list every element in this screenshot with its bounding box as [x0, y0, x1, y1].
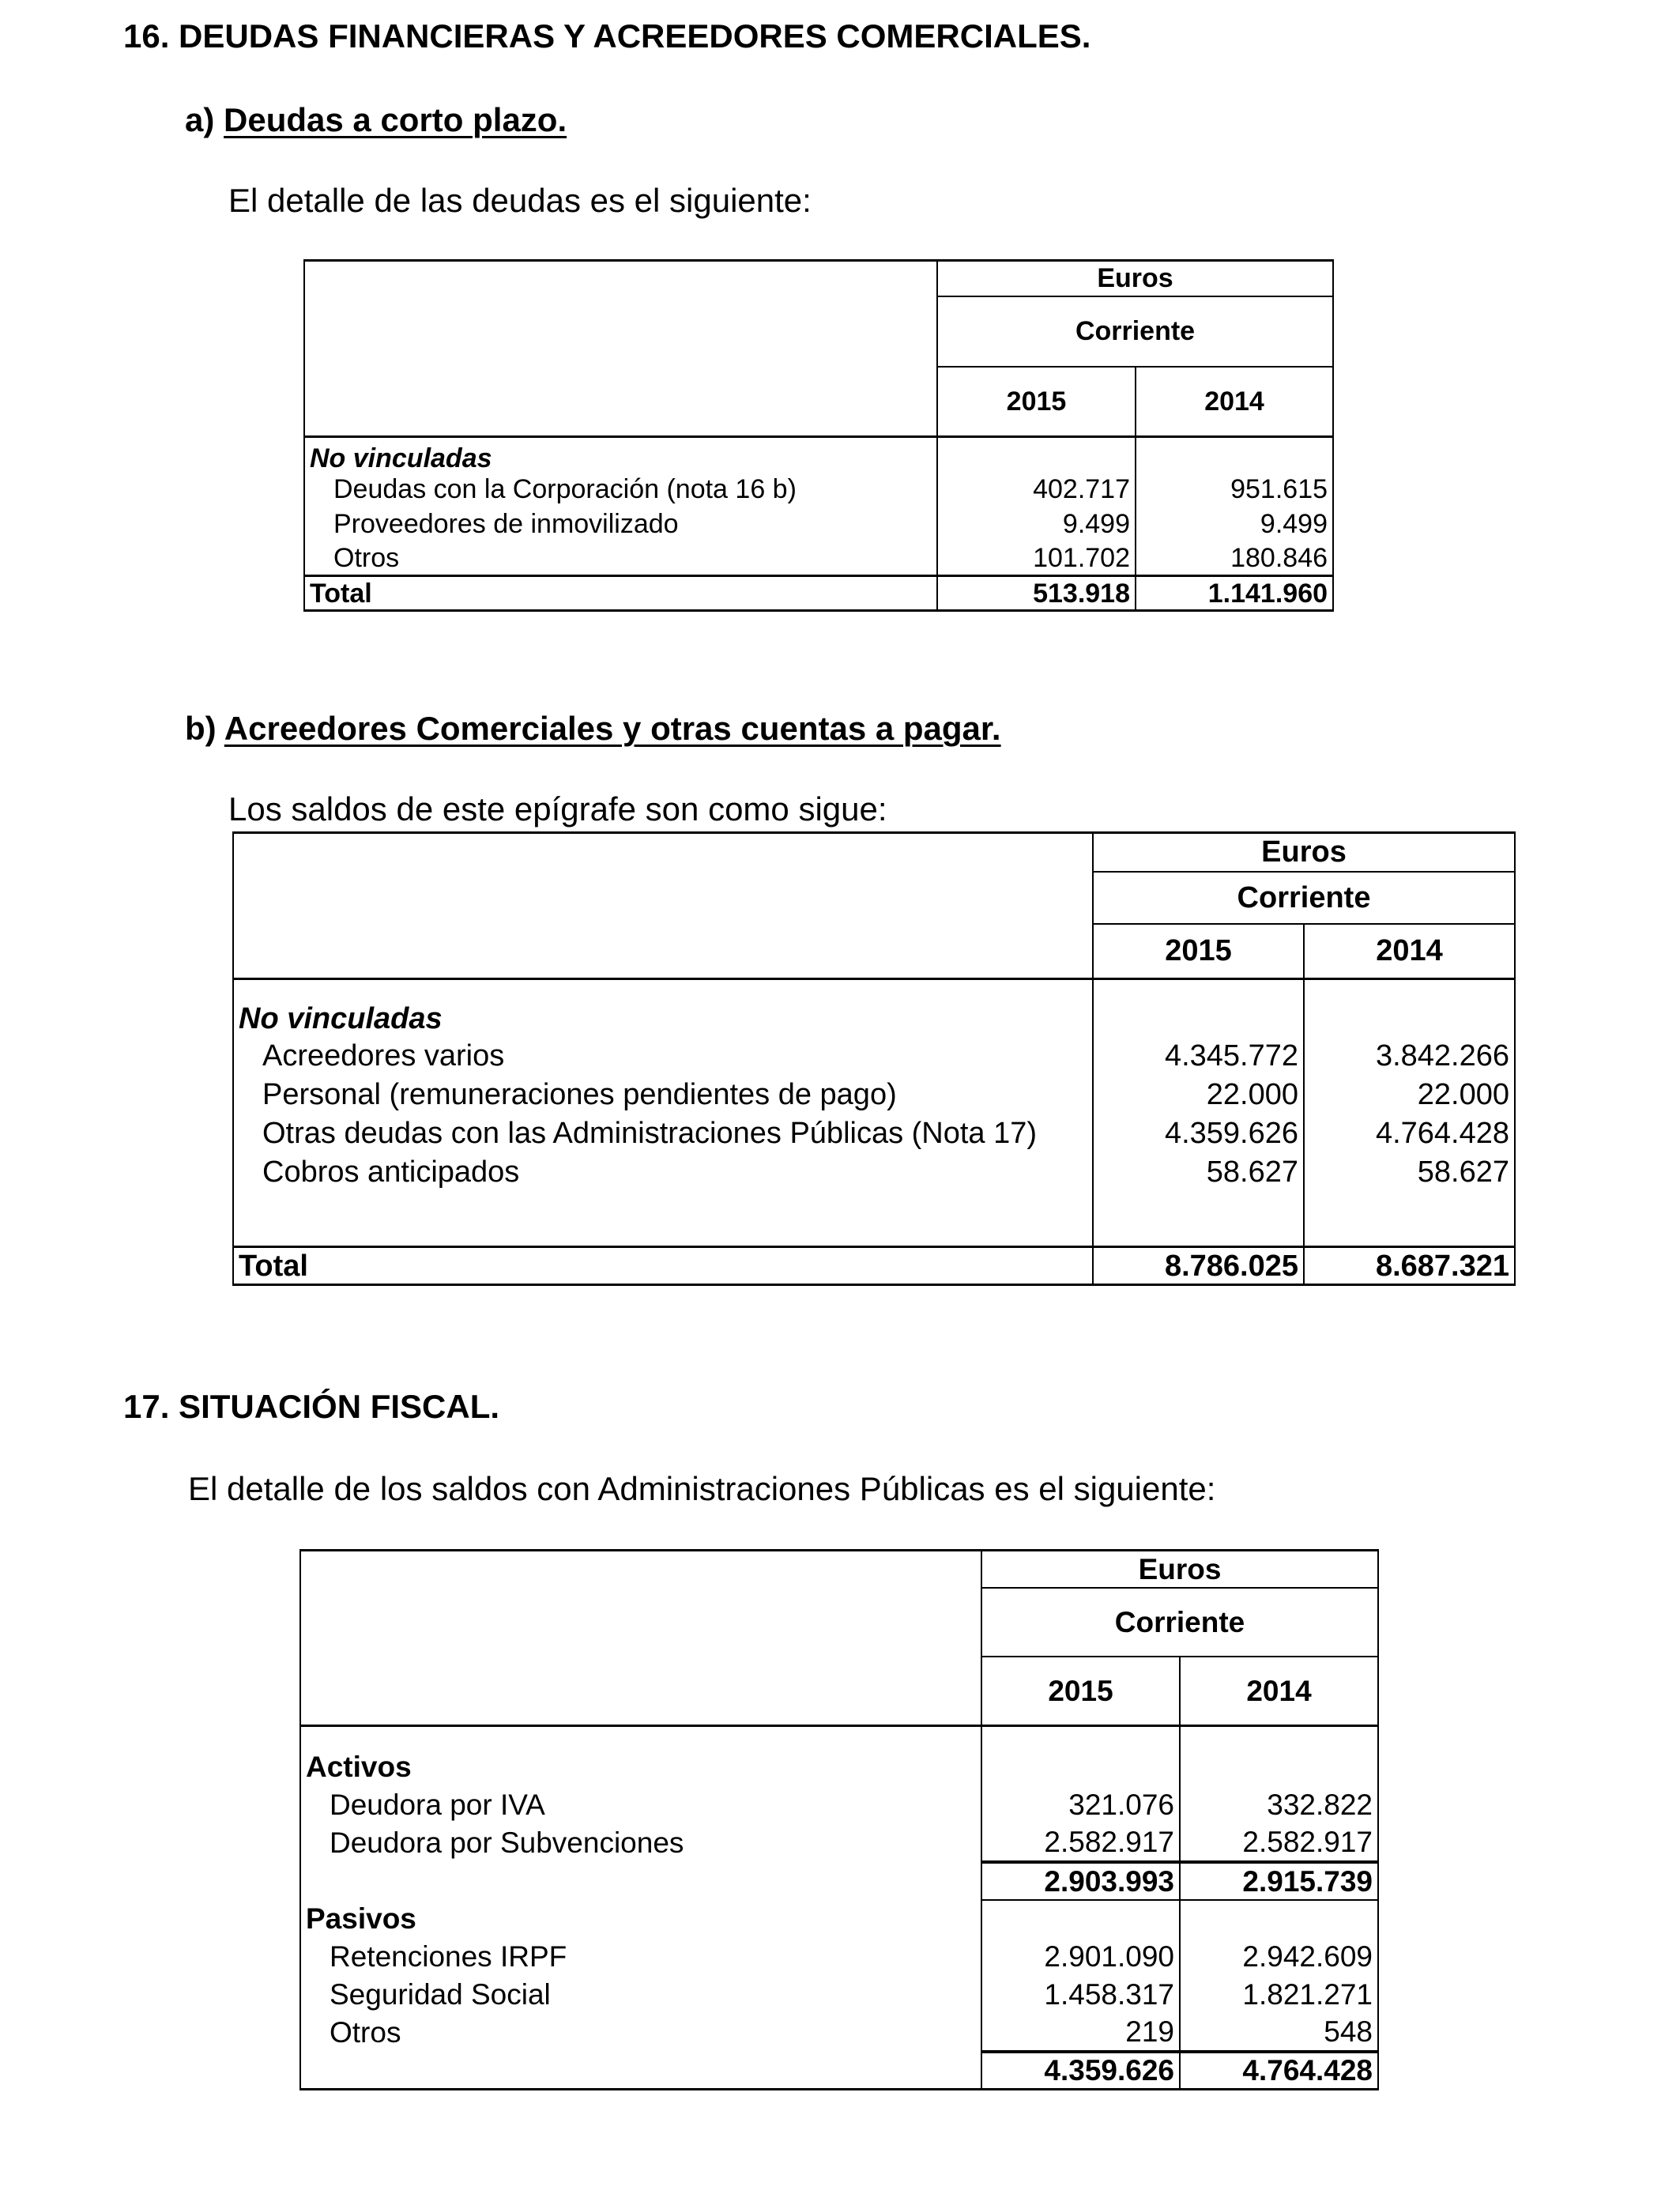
row-label: Deudora por IVA: [300, 1786, 981, 1824]
value-cell: 2.901.090: [981, 1938, 1180, 1976]
total-label: Total: [233, 1247, 1093, 1285]
value-cell: 548: [1180, 2014, 1378, 2052]
subsection-a-heading: [185, 101, 567, 139]
subsection-a-intro: El detalle de las deudas es el siguiente:: [228, 182, 812, 219]
currency-header: Euros: [937, 261, 1333, 296]
short-term-debts-table: [303, 259, 1334, 612]
value-cell: 2.582.917: [981, 1824, 1180, 1862]
subsection-b-title: Acreedores Comerciales y otras cuentas a pagar.: [224, 710, 1001, 747]
value-cell: 9.499: [937, 507, 1136, 541]
section-17-intro: El detalle de los saldos con Administraciones Públicas es el siguiente:: [188, 1470, 1216, 1507]
value-cell: 951.615: [1136, 472, 1333, 507]
value-cell: 58.627: [1093, 1153, 1304, 1192]
header-blank-cell: [304, 261, 937, 437]
type-header: Corriente: [937, 296, 1333, 367]
type-header: Corriente: [1093, 872, 1515, 924]
table-row: [233, 1037, 1515, 1076]
year-header: 2014: [1136, 367, 1333, 437]
subtotal-value: 4.359.626: [981, 2052, 1180, 2090]
table-row: [300, 2014, 1378, 2052]
row-label: Otros: [304, 541, 937, 576]
section-17-title: 17. SITUACIÓN FISCAL.: [123, 1388, 500, 1425]
subtotal-value: 4.764.428: [1180, 2052, 1378, 2090]
table-row: [300, 1976, 1378, 2014]
subsection-b-prefix: b): [185, 710, 217, 747]
header-blank-cell: [300, 1551, 981, 1726]
table-row: [304, 472, 1333, 507]
tax-balances-table: [299, 1549, 1379, 2090]
trade-payables-table: [232, 831, 1516, 1286]
currency-header: Euros: [981, 1551, 1378, 1588]
subsection-b-intro: Los saldos de este epígrafe son como sigue:: [228, 790, 887, 827]
row-label: Deudora por Subvenciones: [300, 1824, 981, 1862]
table-row: [300, 1786, 1378, 1824]
group-label: No vinculadas: [304, 437, 937, 472]
total-row: [233, 1247, 1515, 1285]
total-row: [304, 576, 1333, 611]
value-cell: 4.764.428: [1304, 1114, 1515, 1153]
section-16-title: 16. DEUDAS FINANCIERAS Y ACREEDORES COMERCIALES.: [123, 17, 1091, 55]
group-label-activos: Activos: [300, 1726, 981, 1786]
type-header: Corriente: [981, 1588, 1378, 1657]
value-cell: 321.076: [981, 1786, 1180, 1824]
value-cell: 58.627: [1304, 1153, 1515, 1192]
currency-header: Euros: [1093, 833, 1515, 872]
table-row: [233, 1153, 1515, 1192]
value-cell: 9.499: [1136, 507, 1333, 541]
total-value: 513.918: [937, 576, 1136, 611]
value-cell: 2.582.917: [1180, 1824, 1378, 1862]
value-cell: 1.458.317: [981, 1976, 1180, 2014]
header-blank-cell: [233, 833, 1093, 979]
row-label: Retenciones IRPF: [300, 1938, 981, 1976]
subsection-a-title: Deudas a corto plazo.: [224, 101, 567, 138]
value-cell: 402.717: [937, 472, 1136, 507]
row-label: Deudas con la Corporación (nota 16 b): [304, 472, 937, 507]
row-label: Seguridad Social: [300, 1976, 981, 2014]
row-label: Otras deudas con las Administraciones Públicas (Nota 17): [233, 1114, 1093, 1153]
value-cell: 22.000: [1093, 1076, 1304, 1114]
value-cell: 332.822: [1180, 1786, 1378, 1824]
year-header: 2014: [1304, 924, 1515, 979]
group-label: No vinculadas: [233, 979, 1093, 1037]
row-label: Personal (remuneraciones pendientes de pago): [233, 1076, 1093, 1114]
row-label: Proveedores de inmovilizado: [304, 507, 937, 541]
value-cell: 219: [981, 2014, 1180, 2052]
subsection-a-prefix: a): [185, 101, 215, 138]
row-label: Acreedores varios: [233, 1037, 1093, 1076]
subtotal-value: 2.903.993: [981, 1862, 1180, 1900]
year-header: 2014: [1180, 1657, 1378, 1726]
table-row: [233, 1076, 1515, 1114]
row-label: Otros: [300, 2014, 981, 2052]
value-cell: 3.842.266: [1304, 1037, 1515, 1076]
subtotal-row: [300, 1862, 1378, 1900]
year-header: 2015: [981, 1657, 1180, 1726]
subtotal-value: 2.915.739: [1180, 1862, 1378, 1900]
total-value: 8.786.025: [1093, 1247, 1304, 1285]
total-value: 1.141.960: [1136, 576, 1333, 611]
year-header: 2015: [937, 367, 1136, 437]
value-cell: 4.359.626: [1093, 1114, 1304, 1153]
table-row: [304, 507, 1333, 541]
row-label: Cobros anticipados: [233, 1153, 1093, 1192]
value-cell: 1.821.271: [1180, 1976, 1378, 2014]
value-cell: 101.702: [937, 541, 1136, 576]
total-value: 8.687.321: [1304, 1247, 1515, 1285]
group-label-pasivos: Pasivos: [300, 1900, 981, 1938]
table-row: [300, 1938, 1378, 1976]
subtotal-row: [300, 2052, 1378, 2090]
value-cell: 4.345.772: [1093, 1037, 1304, 1076]
value-cell: 22.000: [1304, 1076, 1515, 1114]
subsection-b-heading: [185, 710, 1001, 748]
table-row: [233, 1114, 1515, 1153]
table-row: [304, 541, 1333, 576]
value-cell: 2.942.609: [1180, 1938, 1378, 1976]
table-row: [300, 1824, 1378, 1862]
total-label: Total: [304, 576, 937, 611]
year-header: 2015: [1093, 924, 1304, 979]
value-cell: 180.846: [1136, 541, 1333, 576]
